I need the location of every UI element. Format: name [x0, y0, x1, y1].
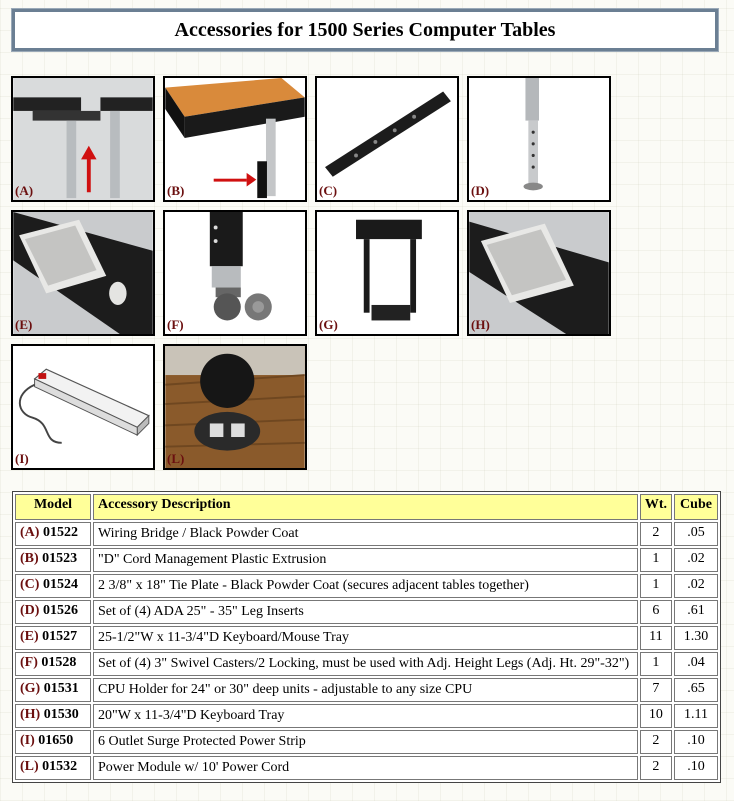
weight-cell: 1 [640, 574, 672, 598]
description-cell: 20"W x 11-3/4"D Keyboard Tray [93, 704, 638, 728]
image-label-l: (L) [167, 451, 185, 466]
model-number: 01532 [42, 759, 78, 774]
model-number: 01650 [38, 733, 74, 748]
model-number: 01526 [42, 603, 78, 618]
weight-cell: 10 [640, 704, 672, 728]
cube-cell: .05 [674, 522, 718, 546]
tie-plate-illustration [317, 78, 457, 200]
header-cube: Cube [674, 494, 718, 520]
cube-cell: 1.11 [674, 704, 718, 728]
image-label-b: (B) [167, 183, 185, 198]
image-keyboard-mouse-tray[interactable] [11, 210, 155, 336]
cube-cell: .65 [674, 678, 718, 702]
model-cell [15, 548, 91, 572]
table-row [15, 548, 718, 572]
swivel-casters-illustration [165, 212, 305, 334]
table-row [15, 600, 718, 624]
page-title [12, 9, 718, 51]
model-letter: (H) [20, 707, 41, 722]
keyboard-tray-illustration [469, 212, 609, 334]
model-number: 01527 [42, 629, 78, 644]
image-power-module[interactable] [163, 344, 307, 470]
keyboard-mouse-tray-illustration [13, 212, 153, 334]
model-letter: (L) [20, 759, 39, 774]
weight-cell: 11 [640, 626, 672, 650]
power-strip-illustration [13, 346, 153, 468]
description-cell: Power Module w/ 10' Power Cord [93, 756, 638, 780]
table-row [15, 704, 718, 728]
header-model: Model [15, 494, 91, 520]
model-letter: (B) [20, 551, 39, 566]
description-cell: Set of (4) 3" Swivel Casters/2 Locking, must be used with Adj. Height Legs (Adj. Ht. 29"-32") [93, 652, 638, 676]
model-letter: (F) [20, 655, 38, 670]
image-label-h: (H) [471, 317, 490, 332]
description-cell: CPU Holder for 24" or 30" deep units - adjustable to any size CPU [93, 678, 638, 702]
image-wiring-bridge[interactable] [11, 76, 155, 202]
page-title-text: Accessories for 1500 Series Computer Tables [174, 18, 556, 41]
description-cell: 25-1/2"W x 11-3/4"D Keyboard/Mouse Tray [93, 626, 638, 650]
table-row [15, 652, 718, 676]
cord-management-illustration [165, 78, 305, 200]
description-cell: 6 Outlet Surge Protected Power Strip [93, 730, 638, 754]
cube-cell: .61 [674, 600, 718, 624]
weight-cell: 1 [640, 548, 672, 572]
image-label-f: (F) [167, 317, 184, 332]
model-number: 01531 [43, 681, 79, 696]
model-letter: (A) [20, 525, 40, 540]
power-module-illustration [165, 346, 305, 468]
weight-cell: 6 [640, 600, 672, 624]
description-cell: "D" Cord Management Plastic Extrusion [93, 548, 638, 572]
image-label-g: (G) [319, 317, 338, 332]
cube-cell: .04 [674, 652, 718, 676]
model-cell [15, 522, 91, 546]
weight-cell: 1 [640, 652, 672, 676]
image-label-a: (A) [15, 183, 34, 198]
model-letter: (C) [20, 577, 40, 592]
model-letter: (I) [20, 733, 35, 748]
image-tie-plate[interactable] [315, 76, 459, 202]
model-number: 01528 [41, 655, 77, 670]
model-cell [15, 626, 91, 650]
accessories-table [12, 491, 721, 783]
description-cell: Wiring Bridge / Black Powder Coat [93, 522, 638, 546]
cpu-holder-illustration [317, 212, 457, 334]
image-label-e: (E) [15, 317, 33, 332]
image-cord-management[interactable] [163, 76, 307, 202]
table-row [15, 678, 718, 702]
model-number: 01524 [42, 577, 78, 592]
image-leg-inserts[interactable] [467, 76, 611, 202]
table-row [15, 574, 718, 598]
table-row [15, 756, 718, 780]
description-cell: Set of (4) ADA 25" - 35" Leg Inserts [93, 600, 638, 624]
header-description: Accessory Description [93, 494, 638, 520]
model-cell [15, 704, 91, 728]
model-cell [15, 574, 91, 598]
weight-cell: 2 [640, 756, 672, 780]
model-letter: (E) [20, 629, 39, 644]
model-cell [15, 756, 91, 780]
image-keyboard-tray[interactable] [467, 210, 611, 336]
cube-cell: .10 [674, 756, 718, 780]
model-number: 01523 [42, 551, 78, 566]
cube-cell: 1.30 [674, 626, 718, 650]
model-cell [15, 730, 91, 754]
weight-cell: 7 [640, 678, 672, 702]
weight-cell: 2 [640, 522, 672, 546]
description-cell: 2 3/8" x 18" Tie Plate - Black Powder Coat (secures adjacent tables together) [93, 574, 638, 598]
model-cell [15, 652, 91, 676]
image-label-c: (C) [319, 183, 338, 198]
weight-cell: 2 [640, 730, 672, 754]
image-label-i: (I) [15, 451, 29, 466]
model-cell [15, 600, 91, 624]
table-row [15, 730, 718, 754]
wiring-bridge-illustration [13, 78, 153, 200]
model-number: 01530 [43, 707, 79, 722]
header-weight: Wt. [640, 494, 672, 520]
leg-inserts-illustration [469, 78, 609, 200]
image-power-strip[interactable] [11, 344, 155, 470]
image-label-d: (D) [471, 183, 490, 198]
table-row [15, 626, 718, 650]
cube-cell: .02 [674, 574, 718, 598]
model-letter: (G) [20, 681, 41, 696]
model-number: 01522 [42, 525, 78, 540]
cube-cell: .10 [674, 730, 718, 754]
model-cell [15, 678, 91, 702]
image-cpu-holder[interactable] [315, 210, 459, 336]
table-header-row [15, 494, 718, 520]
cube-cell: .02 [674, 548, 718, 572]
image-swivel-casters[interactable] [163, 210, 307, 336]
model-letter: (D) [20, 603, 40, 618]
table-row [15, 522, 718, 546]
